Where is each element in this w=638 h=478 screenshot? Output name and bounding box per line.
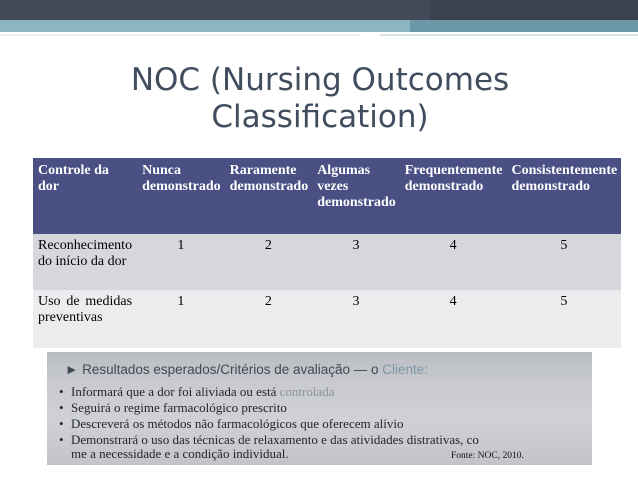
header-cell-algumas: Algumas vezes demonstrado <box>312 158 400 234</box>
score-cell: 4 <box>400 234 507 290</box>
photo-item-text: Demonstrará o uso das técnicas de relaxamento e das atividades distrativas, co <box>71 432 479 447</box>
table-header-row <box>33 158 621 234</box>
slide-title: NOC (Nursing Outcomes Classification) <box>130 62 510 135</box>
table-row <box>33 290 621 348</box>
photo-list-item <box>59 384 335 400</box>
score-cell: 2 <box>225 290 313 348</box>
score-cell: 4 <box>400 290 507 348</box>
photo-heading <box>65 362 428 377</box>
photo-list-item <box>59 416 403 432</box>
top-dark-band <box>0 0 638 20</box>
header-cell-consistente: Consistentemente demonstrado <box>506 158 621 234</box>
header-cell-frequente: Frequentemente demonstrado <box>400 158 507 234</box>
top-dark-band-block <box>0 0 430 20</box>
photo-heading-client: Cliente: <box>382 362 429 377</box>
header-cell-nunca: Nunca demonstrado <box>137 158 225 234</box>
score-cell: 3 <box>312 290 400 348</box>
bullet-icon: • <box>59 400 64 415</box>
score-cell: 3 <box>312 234 400 290</box>
photo-list-item <box>59 400 287 416</box>
photo-heading-prefix: ► Resultados esperados/Critérios de avaliação — o <box>65 362 383 377</box>
photo-source: Fonte: NOC, 2010. <box>451 451 524 461</box>
row-label: Uso de medidas preventivas <box>33 290 137 348</box>
book-page-photo <box>47 352 592 465</box>
score-cell: 2 <box>225 234 313 290</box>
top-teal-band <box>0 20 638 32</box>
photo-item-faint-text: controlada <box>279 384 335 399</box>
photo-list-item <box>59 446 289 462</box>
photo-item-text: Informará que a dor foi aliviada ou está <box>71 384 280 399</box>
bullet-icon: • <box>59 416 64 431</box>
table-row <box>33 234 621 290</box>
score-cell: 1 <box>137 234 225 290</box>
row-label: Reconhecimento do início da dor <box>33 234 137 290</box>
score-cell: 1 <box>137 290 225 348</box>
score-cell: 5 <box>506 290 621 348</box>
thin-line-left <box>0 34 360 36</box>
photo-item-text: Descreverá os métodos não farmacológicos que oferecem alívio <box>71 416 404 431</box>
top-teal-band-light <box>0 20 410 32</box>
top-thin-band <box>0 32 638 38</box>
bullet-icon: • <box>59 432 64 447</box>
noc-table <box>33 158 621 348</box>
header-cell-controle: Controle da dor <box>33 158 137 234</box>
bullet-icon: • <box>59 384 64 399</box>
thin-line-right <box>380 34 638 36</box>
photo-item-text: me a necessidade e a condição individual. <box>71 446 289 461</box>
photo-item-text: Seguirá o regime farmacológico prescrito <box>71 400 287 415</box>
header-cell-raramente: Raramente demonstrado <box>225 158 313 234</box>
score-cell: 5 <box>506 234 621 290</box>
